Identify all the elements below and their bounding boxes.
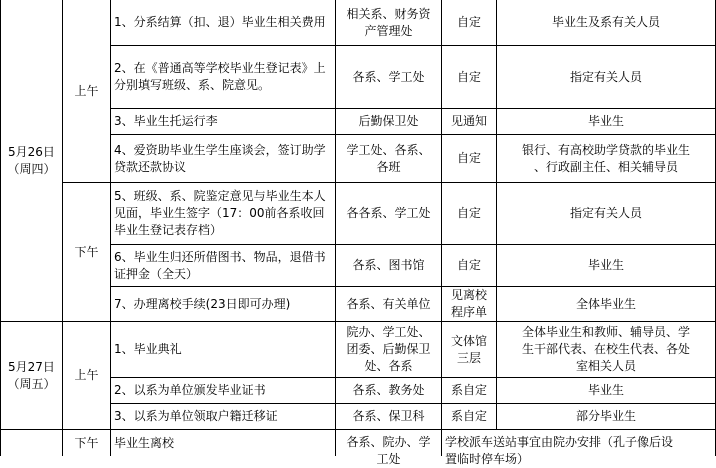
period-cell: 上午 <box>63 0 111 183</box>
people-cell: 指定有关人员 <box>497 183 716 245</box>
dept-cell: 院办、学工处、 团委、后勤保卫 处、各系 <box>336 322 442 378</box>
date-cell: 5月26日 （周四） <box>1 0 63 322</box>
item-cell: 1、分系结算（扣、退）毕业生相关费用 <box>111 0 336 46</box>
item-cell: 1、毕业典礼 <box>111 322 336 378</box>
dept-cell: 各系、教务处 <box>336 378 442 404</box>
date-cell: 5月27日 （周五） <box>1 322 63 430</box>
time-cell: 系自定 <box>442 378 497 404</box>
item-cell: 7、办理离校手续(23日即可办理) <box>111 287 336 322</box>
people-cell: 毕业生及系有关人员 <box>497 0 716 46</box>
period-cell: 上午 <box>63 322 111 430</box>
item-cell: 3、毕业生托运行李 <box>111 109 336 135</box>
people-cell: 指定有关人员 <box>497 46 716 109</box>
period-cell: 下午 <box>63 430 111 456</box>
item-cell: 3、以系为单位领取户籍迁移证 <box>111 404 336 430</box>
time-cell: 系自定 <box>442 404 497 430</box>
time-cell: 自定 <box>442 46 497 109</box>
people-cell: 全体毕业生 <box>497 287 716 322</box>
item-cell: 4、爱资助毕业生学生座谈会，签订助学贷款还款协议 <box>111 135 336 183</box>
people-cell: 部分毕业生 <box>497 404 716 430</box>
time-cell: 自定 <box>442 245 497 287</box>
dept-cell: 各系、保卫科 <box>336 404 442 430</box>
time-cell: 自定 <box>442 183 497 245</box>
dept-cell: 各系、图书馆 <box>336 245 442 287</box>
dept-cell: 各系、学工处 <box>336 46 442 109</box>
time-cell: 自定 <box>442 0 497 46</box>
dept-cell: 各系、有关单位 <box>336 287 442 322</box>
item-cell: 毕业生离校 <box>111 430 336 456</box>
date-cell <box>1 430 63 456</box>
people-cell: 全体毕业生和教师、辅导员、学 生干部代表、在校生代表、各处 室相关人员 <box>497 322 716 378</box>
dept-cell: 各系、院办、学 工处 <box>336 430 442 456</box>
period-cell: 下午 <box>63 183 111 322</box>
people-cell: 毕业生 <box>497 378 716 404</box>
dept-cell: 后勤保卫处 <box>336 109 442 135</box>
people-cell: 毕业生 <box>497 245 716 287</box>
time-cell: 自定 <box>442 135 497 183</box>
people-cell: 银行、有高校助学贷款的毕业生 、行政副主任、相关辅导员 <box>497 135 716 183</box>
people-cell: 学校派车送站事宜由院办安排（孔子像后设 置临时停车场） <box>442 430 716 456</box>
dept-cell: 学工处、各系、 各班 <box>336 135 442 183</box>
people-cell: 毕业生 <box>497 109 716 135</box>
time-cell: 见通知 <box>442 109 497 135</box>
dept-cell: 各各系、学工处 <box>336 183 442 245</box>
item-cell: 6、毕业生归还所借图书、物品，退借书证押金（全天） <box>111 245 336 287</box>
time-cell: 文体馆 三层 <box>442 322 497 378</box>
item-cell: 2、以系为单位颁发毕业证书 <box>111 378 336 404</box>
item-cell: 2、在《普通高等学校毕业生登记表》上分别填写班级、系、院意见。 <box>111 46 336 109</box>
item-cell: 5、班级、系、院鉴定意见与毕业生本人见面，毕业生签字（17：00前各系收回毕业生登记表存档） <box>111 183 336 245</box>
time-cell: 见离校 程序单 <box>442 287 497 322</box>
dept-cell: 相关系、财务资 产管理处 <box>336 0 442 46</box>
